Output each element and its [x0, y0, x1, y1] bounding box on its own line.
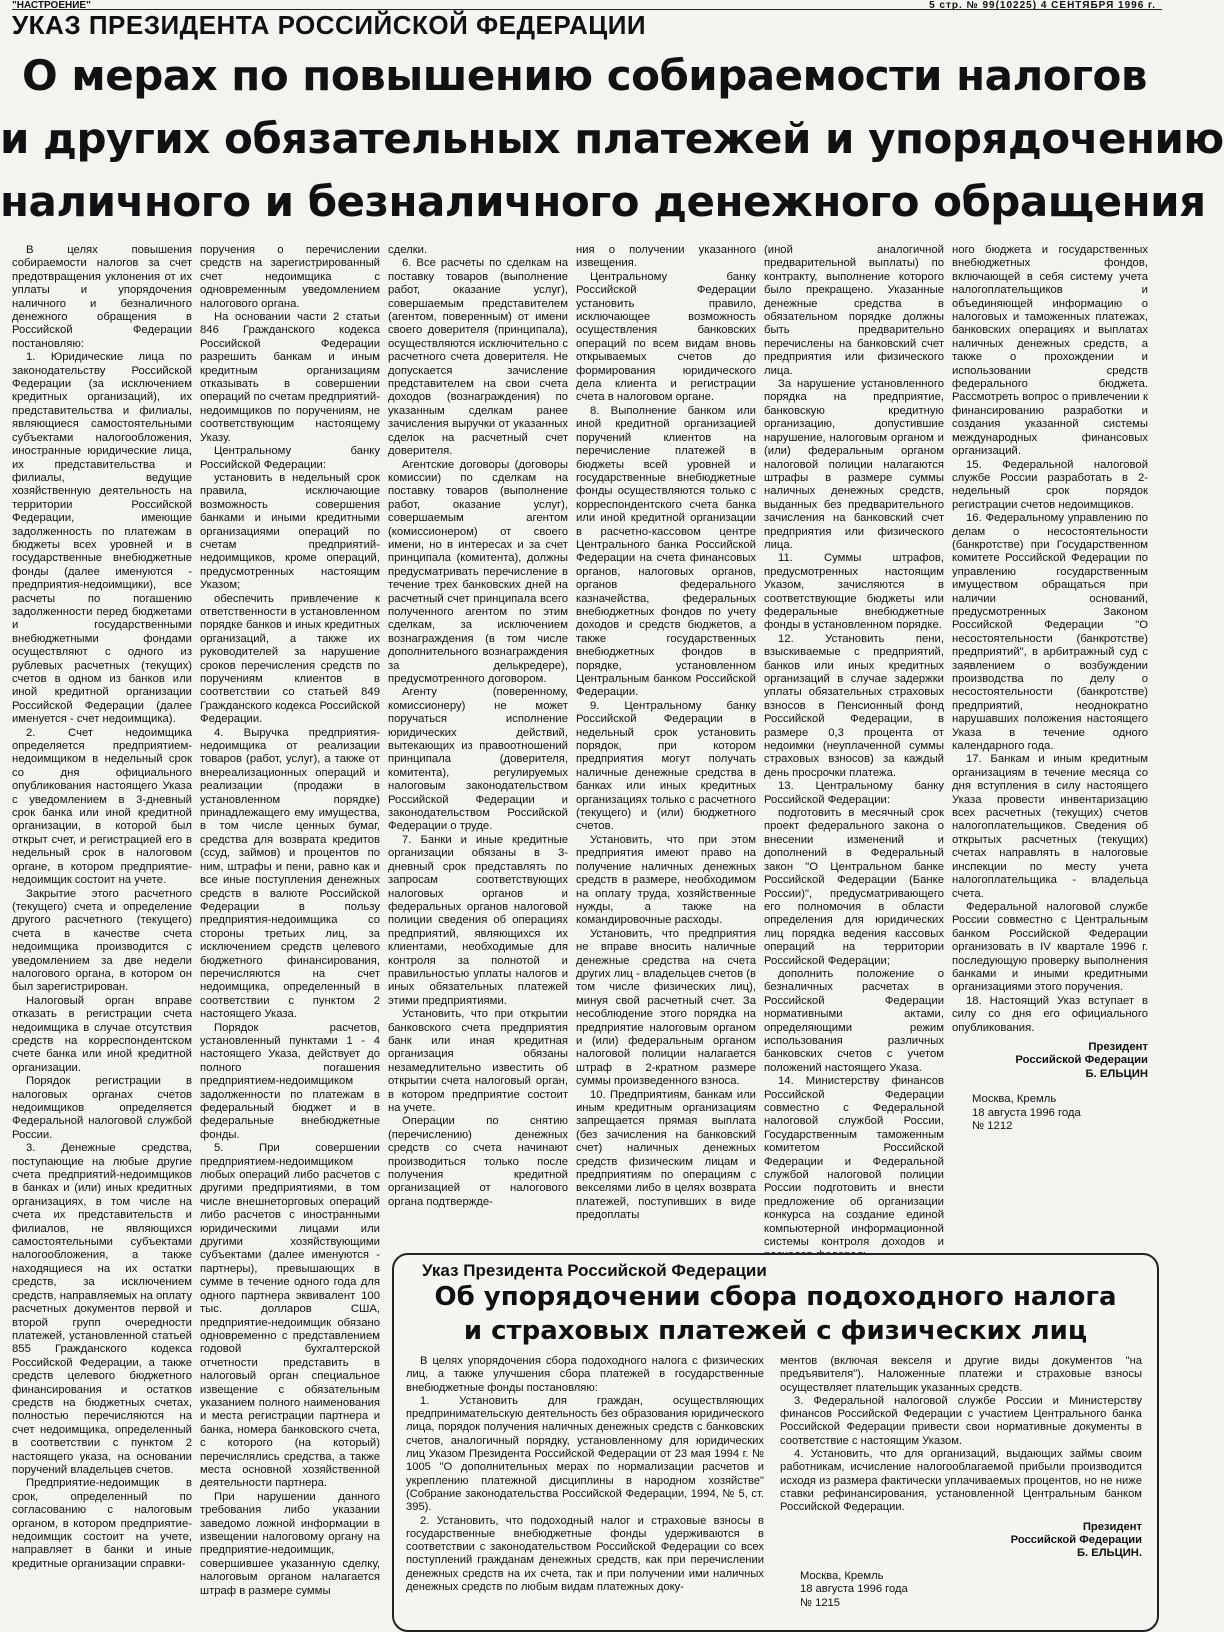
paragraph: 16. Федеральному управлению по делам о несостоятельности (банкротстве) при Государственном комитете Российской Федерации по управлению государственным имуществом обращаться при наличии оснований, предусмотренных Законом Российской Федерации "О несостоятельности (банкротстве) предприятий", в арбитражный суд с заявлением о возбуждении производства по делу о несостоятельности (банкротстве) предприятий, неоднократно нарушавших положения настоящего Указа в течение одного календарного года. [952, 512, 1148, 753]
paragraph: Агенту (поверенному, комиссионеру) не может поручаться исполнение юридических действий, вытекающих из правоотношений принципала (доверителя, комитента), регулируемых налоговым законодательством Российской Федерации и законодательством Российской Федерации о труде. [388, 686, 568, 833]
decree1-column-2 [200, 244, 380, 1629]
paragraph: Федеральной налоговой службе России совместно с Центральным банком Российской Федерации организовать в IV квартале 1996 г. последующую проверку выполнения банками и иными кредитными организациями этого поручения. [952, 900, 1148, 994]
signature-block [952, 1041, 1148, 1133]
paragraph: 4. Выручка предприятия-недоимщика от реализации товаров (работ, услуг), а также от внереализационных операций и реализации (продажи в установленном порядке) принадлежащего ему имущества, в том числе ценных бумаг, средства для возврата кредитов (ссуд, займов) и процентов по ним, штрафы и пени, равно как и все иные поступления денежных средств в валюте Российской Федерации в пользу предприятия-недоимщика со стороны третьих лиц, за исключением средств целевого бюджетного финансирования, перечисляются на счет недоимщика, определенный в соответствии с пунктом 2 настоящего Указа. [200, 726, 380, 1021]
masthead [12, 0, 1162, 40]
paragraph: 14. Министерству финансов Российской Федерации совместно с Федеральной налоговой службой России, Государственным таможенным комитетом Российской Федерации и Федеральной службой налоговой полиции России подготовить и внести предложение об организации конкурса на создание единой компьютерной информационной системы контроля доходов и [764, 1075, 944, 1249]
headline-line: О мерах по повышению собираемости налогов [22, 51, 1147, 100]
paragraph: 3. Денежные средства, поступающие на любые другие счета предприятий-недоимщиков в банках и (или) иных кредитных организациях, в том числе на счета их представительств и филиалов, не являющихся самостоятельными субъектами налогообложения, а также находящиеся на их остатки средств, за исключением средств, направляемых на оплату расчетных документов первой и второй групп очередности платежей, установленной статьей 855 Гражданского кодекса Российской Федерации, а также средств целевого бюджетного финансирования и остатков средств на бюджетных счетах, полностью перечисляются на счет недоимщика, определенный в соответствии с пунктом 2 настоящего указа, на основании поручений владельцев счетов. [12, 1142, 192, 1476]
decree2-signature-place [780, 1570, 980, 1610]
decree2-box [392, 1253, 1159, 1632]
decree2-title-line: Об упорядочении сбора подоходного налога [434, 1282, 1117, 1312]
paragraph: Закрытие этого расчетного (текущего) счета и определение другого расчетного (текущего) счета в качестве счета недоимщика производится с уведомлением за две недели налогового органа, в котором он был зарегистрирован. [12, 887, 192, 994]
paragraph: При нарушении данного требования либо указании заведомо ложной информации в извещении налоговому органу на предприятие-недоимщик, совершившее указанную сделку, налоговым органом налагается штраф в размере суммы [200, 1490, 380, 1597]
paragraph: В целях повышения собираемости налогов за счет предотвращения уклонения от их уплаты и упорядочения наличного и безналичного денежного обращения в Российской Федерации постановляю: [12, 244, 192, 350]
paragraph: дополнить положение о безналичных расчетах в Российской Федерации нормативными актами, определяющими режим использования различных банковских счетов с учетом положений настоящего Указа. [764, 967, 944, 1074]
paragraph: Налоговый орган вправе отказать в регистрации счета недоимщика в случае отсутствия средств на корреспондентском счете банка или иной кредитной организации. [12, 994, 192, 1074]
decree2-label: Указ Президента Российской Федерации [422, 1261, 767, 1280]
paragraph: 4. Установить, что для организаций, выдающих займы своим работникам, исчисление налогооблагаемой прибыли производится исходя из размера фактически уплачиваемых процентов, но не ниже ставки рефинансирования, установленной Центральным банком Российской Федерации. [780, 1448, 1142, 1514]
signature-place: Москва, Кремль [800, 1570, 884, 1582]
paragraph: 11. Суммы штрафов, предусмотренных настоящим Указом, зачисляются в соответствующие бюджеты или федеральные внебюджетные фонды в установленном порядке. [764, 552, 944, 632]
paragraph: ментов (включая векселя и другие виды документов "на предъявителя"). Наложенные платежи и страховые взносы осуществляет плательщик указанных средств. [780, 1355, 1142, 1394]
signature-name: Б. ЕЛЬЦИН [1085, 1067, 1148, 1080]
section-tag: "НАСТРОЕНИЕ" [12, 0, 91, 11]
decree-headline [0, 44, 1224, 233]
paragraph: ного бюджета и государственных внебюджетных фондов, включающей в себя систему учета налогоплательщиков и объединяющей информацию о налоговых и таможенных платежах, банковских операциях и выплатах наличных денежных средств, а также о прохождении и использовании средств федерального бюджета. Рассмотреть вопрос о привлечении к финансированию разработки и создания указанной системы международных финансовых организаций. [952, 244, 1148, 458]
paragraph: Центральному банку Российской Федерации установить правило, исключающее возможность осуществления банковских операций по всем видам вновь открываемых счетов до формирования юридического дела клиента и регистрации счета в налоговом органе. [576, 270, 756, 404]
paragraph: 2. Установить, что подоходный налог и страховые взносы в государственные внебюджетные фонды удерживаются в соответствии с законодательством Российской Федерации со всех поступлений гражданам денежных средств, как при перечислении денежных средств на их счета, так и при получении ими наличных денежных средств по любым видам платежных доку- [406, 1514, 764, 1594]
paragraph: 2. Счет недоимщика определяется предприятием-недоимщиком в недельный срок со дня официального опубликования настоящего Указа с уведомлением в 3-дневный срок банка или иной кредитной организации, в которой был открыт счет, и регистрацией его в недельный срок в налоговом органе, в котором предприятие-недоимщик состоит на учете. [12, 726, 192, 887]
signature-title: Президент [1088, 1040, 1148, 1053]
signature-date: 18 августа 1996 года [800, 1583, 908, 1596]
paragraph: Предприятие-недоимщик в срок, определенный по согласованию с налоговым органом, в котором предприятие-недоимщик состоит на учете, направляет в банки и иные кредитные организации справки- [12, 1477, 192, 1570]
paragraph: установить в недельный срок правила, исключающие возможность совершения банками и иными кредитными организациями операций по счетам предприятий-недоимщиков, кроме операций, предусмотренных настоящим Указом; [200, 471, 380, 592]
decree-number: № 1215 [800, 1596, 840, 1609]
paragraph: 12. Установить пени, взыскиваемые с предприятий, банков или иных кредитных организаций в случае задержки уплаты обязательных страховых взносов в Пенсионный фонд Российской Федерации, в размере 0,3 процента от недоимки (неуплаченной суммы страховых взносов) за каждый день просрочки платежа. [764, 632, 944, 779]
paragraph: обеспечить привлечение к ответственности в установленном порядке банков и иных кредитных организаций, а также их руководителей за нарушение сроков перечисления средств по поручениям клиентов в соответствии со статьей 849 Гражданского кодекса Российской Федерации. [200, 592, 380, 726]
paragraph: Порядок регистрации в налоговых органах счетов недоимщиков определяется Федеральной налоговой службой России. [12, 1075, 192, 1141]
paragraph: 18. Настоящий Указ вступает в силу со дня его официального опубликования. [952, 994, 1148, 1034]
paragraph: ния о получении указанного извещения. [576, 244, 756, 270]
paragraph: Порядок расчетов, установленный пунктами 1 - 4 настоящего Указа, действует до полного погашения предприятием-недоимщиком задолженности по платежам в федеральный бюджет и в федеральные внебюджетные фонды. [200, 1021, 380, 1141]
signature-name: Б. ЕЛЬЦИН. [1076, 1547, 1142, 1560]
paragraph: На основании части 2 статьи 846 Гражданского кодекса Российской Федерации разрешить банкам и иным кредитным организациям отказывать в совершении операций по счетам предприятий-недоимщиков по поручениям, не соответствующим настоящему Указу. [200, 311, 380, 444]
paragraph: 17. Банкам и иным кредитным организациям в течение месяца со дня вступления в силу настоящего Указа провести инвентаризацию всех расчетных (текущих) счетов налогоплательщиков. Сведения об открытых расчетных (текущих) счетах направлять в налоговые инспекции по месту учета налогоплательщика - владельца счета. [952, 753, 1148, 900]
decree2-column-left [406, 1355, 764, 1594]
decree-number: № 1212 [972, 1120, 1013, 1132]
paragraph: 8. Выполнение банком или иной кредитной организацией поручений клиентов на перечисление платежей в бюджеты всей уровней и государственные внебюджетные фонды осуществляются только с корреспондентского счета банка или иной кредитной организации в расчетно-кассовом центре Центрального банка Российской Федерации на счета финансовых органов, налоговых органов, органов федерального казначейства, федеральных внебюджетных фондов по учету доходов и средств бюджетов, а также государственных внебюджетных фондов в порядке, установленном Центральным банком Российской Федерации. [576, 404, 756, 699]
signature-place: Москва, Кремль [972, 1093, 1057, 1106]
paragraph: За нарушение установленного порядка на предприятие, банковскую кредитную организацию, допустившие нарушение, налоговым органом и (или) федеральным органом налоговой полиции налагаются штрафы в размере суммы наличных денежных средств, выданных без предварительного зачисления на банковский счет предприятия или физического лица. [764, 378, 944, 551]
paragraph: 7. Банки и иные кредитные организации обязаны в 3-дневный срок представлять по запросам соответствующих налоговых органов и федеральных органов налоговой полиции сведения об операциях предприятий, являющихся их клиентами, необходимые для контроля за полнотой и правильностью уплаты налогов и иных обязательных платежей этими предприятиями. [388, 833, 568, 1007]
decree2-title [394, 1280, 1157, 1348]
paragraph: Центральному банку Российской Федерации: [200, 445, 380, 471]
paragraph: 6. Все расчеты по сделкам на поставку товаров (выполнение работ, оказание услуг), совершаемым представителем (агентом, поверенным) от имени своего доверителя (принципала), осуществляются исключительно с расчетного счета доверителя. Не допускается зачисление представителем на свои счета доходов (вознаграждения) по указанным сделкам ранее зачисления выручки от указанных сделок на расчетный счет доверителя. [388, 257, 568, 458]
decree1-column-5 [764, 244, 944, 1249]
paragraph: Установить, что при открытии банковского счета предприятия банк или иная кредитная организация обязаны незамедлительно известить об открытии счета налоговый орган, в котором предприятие состоит на учете. [388, 1008, 568, 1114]
publication-line: 5 стр. № 99(10225) 4 СЕНТЯБРЯ 1996 г. [929, 0, 1156, 11]
paragraph: 1. Установить для граждан, осуществляющих предпринимательскую деятельность без образования юридического лица, порядок получения наличных денежных средств с банковских счетов, аналогичный порядку, установленному для юридических лиц Указом Президента Российской Федерации от 23 мая 1994 г. № 1005 "О дополнительных мерах по нормализации расчетов и укреплению платежной дисциплины в народном хозяйстве" (Собрание законодательства Российской Федерации, 1994, № 5, ст. 395). [406, 1394, 764, 1514]
paragraph: подготовить в месячный срок проект федерального закона о внесении изменений и дополнений в Федеральный закон "О Центральном банке Российской Федерации (Банке России)", предусматривающего его полномочия в области определения для юридических лиц порядка ведения кассовых операций на территории Российской Федерации; [764, 807, 944, 967]
signature-block [780, 1521, 1142, 1561]
signature-title: Президент [1082, 1520, 1142, 1533]
decree1-column-6 [952, 244, 1148, 1239]
paragraph: сделки. [388, 244, 428, 256]
decree2-column-right [780, 1355, 1142, 1560]
signature-title: Российской Федерации [1010, 1533, 1142, 1546]
paragraph: 13. Центральному банку Российской Федерации: [764, 780, 944, 806]
signature-date: 18 августа 1996 года [972, 1106, 1081, 1119]
paragraph: (иной аналогичной предварительной выплаты) по контракту, выполнение которого было прекращено. Указанные денежные средства в обязательном порядке должны быть предварительно перечислены на банковский счет предприятия или физического лица. [764, 244, 944, 377]
paragraph: Операции по снятию (перечислению) денежных средств со счета начинают производиться только после получения кредитной организацией от налогового органа подтвержде- [388, 1115, 568, 1208]
headline-line: и других обязательных платежей и упорядочению [0, 114, 1224, 163]
paragraph: В целях упорядочения сбора подоходного налога с физических лиц, а также улучшения сбора платежей в государственные внебюджетные фонды постановляю: [406, 1355, 764, 1394]
paragraph: 10. Предприятиям, банкам или иным кредитным организациям запрещается прямая выплата (без зачисления на банковский счет) наличных денежных средств физическим лицам и предприятиям по операциям с векселями либо в целях возврата платежей, поступивших в виде предоплаты [576, 1088, 756, 1222]
section-title: УКАЗ ПРЕЗИДЕНТА РОССИЙСКОЙ ФЕДЕРАЦИИ [12, 10, 647, 40]
paragraph: Агентские договоры (договоры комиссии) по сделкам на поставку товаров (выполнение работ, оказание услуг), совершаемым агентом (комиссионером) от своего имени, но в интересах и за счет принципала (комитента), должны предусматривать перечисление в течение трех банковских дней на расчетный счет принципала всего полученного агентом по этим сделкам, за исключением вознаграждения (в том числе дополнительного вознаграждения за делькредере), предусмотренного договором. [388, 458, 568, 685]
paragraph: поручения о перечислении средств на зарегистрированный счет недоимщика с одновременным уведомлением налогового органа. [200, 244, 380, 310]
paragraph: Установить, что предприятия не вправе вносить наличные денежные средства на счета других лиц - владельцев счетов (в том числе физических лиц), минуя свой расчетный счет. За несоблюдение этого порядка на предприятие налоговым органом и (или) федеральным органом налоговой полиции налагается штраф в 2-кратном размере суммы произведенного взноса. [576, 927, 756, 1088]
paragraph: Установить, что при этом предприятия имеют право на получение наличных денежных средств в размере, необходимом на оплату труда, хозяйственные нужды, а также на командировочные расходы. [576, 833, 756, 927]
decree1-column-4 [576, 244, 756, 1239]
paragraph: 5. При совершении предприятием-недоимщиком любых операций либо расчетов с другими предприятиями, в том числе внешнеторговых операций либо расчетов с иностранными юридическими лицами или другими хозяйствующими субъектами (далее именуются - партнеры), превышающих в сумме в течение одного года для одного партнера эквивалент 100 тыс. долларов США, предприятие-недоимщик обязано одновременно с представлением годовой бухгалтерской отчетности представить в налоговый орган специальное извещение с обязательным указанием полного наименования и места регистрации партнера и банка, номера банковского счета, с которого (на который) перечислялись средства, а также места основной хозяйственной деятельности партнера. [200, 1142, 380, 1490]
decree2-title-line: и страховых платежей с физических лиц [463, 1316, 1088, 1346]
paragraph: 1. Юридические лица по законодательству Российской Федерации (за исключением кредитных организаций), их представительства и филиалы, являющиеся самостоятельными субъектами налогообложения, иностранные юридические лица, их представительства и филиалы, ведущие хозяйственную деятельность на территории Российской Федерации, имеющие задолженность по платежам в бюджеты всех уровней и в государственные внебюджетные фонды (далее именуются - предприятия-недоимщики), все расчеты по погашению задолженности перед бюджетами и государственными внебюджетными фондами осуществляют с одного из рублевых расчетных (текущих) счетов в одном из банков или иной кредитной организации Российской Федерации (далее именуется - счет недоимщика). [12, 351, 192, 726]
headline-line: наличного и безналичного денежного обращения [0, 177, 1206, 226]
paragraph: 9. Центральному банку Российской Федерации в недельный срок установить порядок, при котором предприятия могут получать наличные денежные средства в банках или иных кредитных организациях только с расчетного (текущего) и (или) бюджетного счетов. [576, 699, 756, 833]
decree1-column-1 [12, 244, 192, 1629]
signature-title: Российской Федерации [1015, 1054, 1148, 1067]
paragraph: 15. Федеральной налоговой службе России разработать в 2-недельный срок порядок регистрации счетов недоимщиков. [952, 458, 1148, 511]
decree1-column-3 [388, 244, 568, 1239]
paragraph: 3. Федеральной налоговой службе России и Министерству финансов Российской Федерации с участием Центрального банка Российской Федерации привести свои нормативные документы в соответствие с настоящим Указом. [780, 1394, 1142, 1447]
